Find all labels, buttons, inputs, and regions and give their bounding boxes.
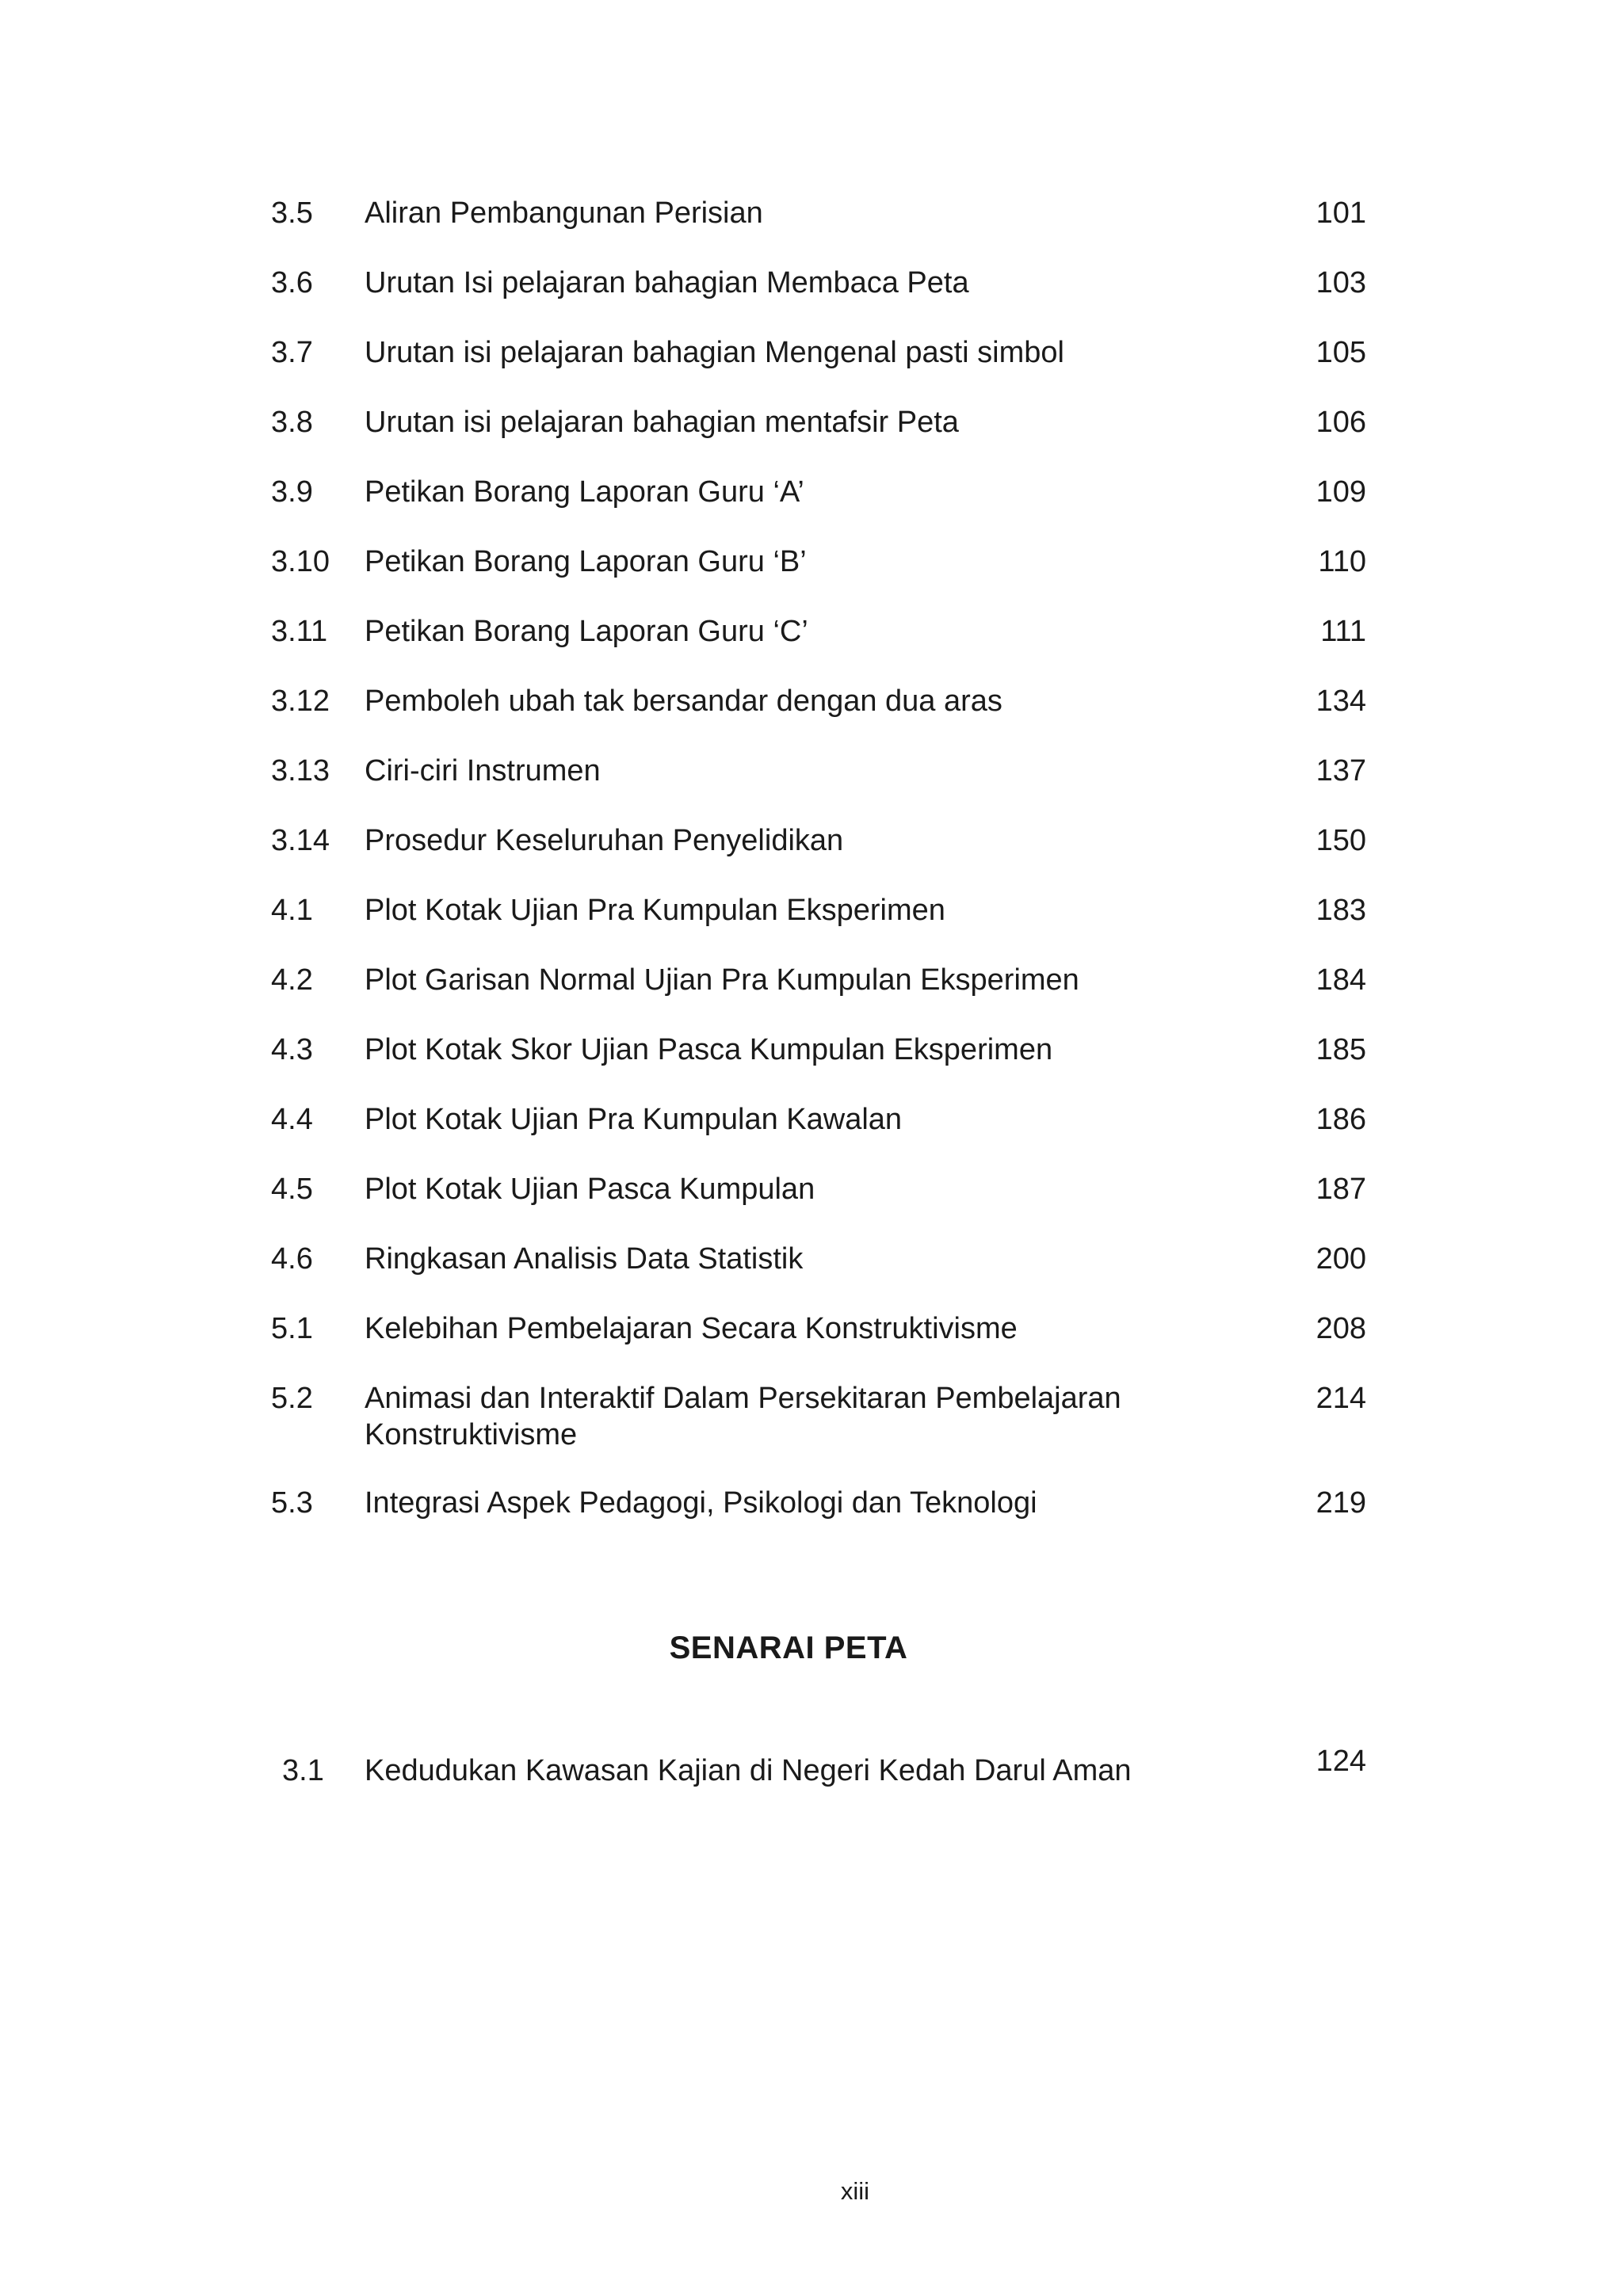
figure-number: 5.2 xyxy=(271,1382,313,1415)
figure-page-number: 186 xyxy=(1316,1103,1366,1136)
figure-title: Kelebihan Pembelajaran Secara Konstruktivisme xyxy=(365,1312,1018,1345)
figure-page-number: 103 xyxy=(1316,266,1366,299)
map-list-heading: SENARAI PETA xyxy=(669,1630,908,1665)
figure-page-number: 187 xyxy=(1316,1173,1366,1206)
figure-number: 3.6 xyxy=(271,266,313,299)
figure-title: Urutan Isi pelajaran bahagian Membaca Peta xyxy=(365,266,969,299)
figure-page-number: 109 xyxy=(1316,475,1366,509)
figure-number: 4.2 xyxy=(271,963,313,997)
figure-page-number: 101 xyxy=(1316,196,1366,230)
figure-page-number: 150 xyxy=(1316,824,1366,857)
figure-number: 4.3 xyxy=(271,1033,313,1066)
figure-title: Petikan Borang Laporan Guru ‘C’ xyxy=(365,615,808,648)
figure-page-number: 219 xyxy=(1316,1486,1366,1520)
figure-number: 3.9 xyxy=(271,475,313,509)
figure-number: 5.1 xyxy=(271,1312,313,1345)
figure-number: 3.13 xyxy=(271,754,330,788)
figure-title: Plot Garisan Normal Ujian Pra Kumpulan Eksperimen xyxy=(365,963,1079,997)
figure-title: Ciri-ciri Instrumen xyxy=(365,754,601,788)
figure-number: 3.7 xyxy=(271,336,313,369)
figure-number: 4.1 xyxy=(271,894,313,927)
figure-number: 3.10 xyxy=(271,545,330,578)
figure-title: Ringkasan Analisis Data Statistik xyxy=(365,1242,804,1276)
figure-title: Urutan isi pelajaran bahagian Mengenal pasti simbol xyxy=(365,336,1064,369)
figure-title: Animasi dan Interaktif Dalam Persekitaran Pembelajaran Konstruktivisme xyxy=(365,1382,1121,1451)
figure-page-number: 200 xyxy=(1316,1242,1366,1276)
figure-page-number: 111 xyxy=(1320,615,1366,648)
figure-number: 5.3 xyxy=(271,1486,313,1520)
figure-number: 4.6 xyxy=(271,1242,313,1276)
map-page-number: 124 xyxy=(1316,1745,1366,1778)
figure-title: Petikan Borang Laporan Guru ‘B’ xyxy=(365,545,807,578)
figure-title: Plot Kotak Skor Ujian Pasca Kumpulan Eksperimen xyxy=(365,1033,1053,1066)
figure-page-number: 185 xyxy=(1316,1033,1366,1066)
figure-title: Plot Kotak Ujian Pra Kumpulan Kawalan xyxy=(365,1103,903,1136)
figure-number: 4.5 xyxy=(271,1173,313,1206)
figure-title: Prosedur Keseluruhan Penyelidikan xyxy=(365,824,844,857)
figure-title: Plot Kotak Ujian Pasca Kumpulan xyxy=(365,1173,815,1206)
figure-page-number: 183 xyxy=(1316,894,1366,927)
figure-title: Pemboleh ubah tak bersandar dengan dua aras xyxy=(365,685,1002,718)
map-title: Kedudukan Kawasan Kajian di Negeri Kedah Darul Aman xyxy=(365,1754,1132,1787)
figure-page-number: 105 xyxy=(1316,336,1366,369)
figure-page-number: 214 xyxy=(1316,1382,1366,1415)
figure-number: 3.12 xyxy=(271,685,330,718)
figure-number: 3.5 xyxy=(271,196,313,230)
figure-page-number: 137 xyxy=(1316,754,1366,788)
figure-page-number: 110 xyxy=(1318,545,1366,578)
figure-page-number: 208 xyxy=(1316,1312,1366,1345)
figure-title: Plot Kotak Ujian Pra Kumpulan Eksperimen xyxy=(365,894,945,927)
figure-number: 3.11 xyxy=(271,615,328,648)
figure-number: 4.4 xyxy=(271,1103,313,1136)
figure-page-number: 134 xyxy=(1316,685,1366,718)
figure-title: Integrasi Aspek Pedagogi, Psikologi dan Teknologi xyxy=(365,1486,1037,1520)
figure-number: 3.14 xyxy=(271,824,330,857)
figure-number: 3.8 xyxy=(271,406,313,439)
figure-title: Petikan Borang Laporan Guru ‘A’ xyxy=(365,475,804,509)
figure-title: Urutan isi pelajaran bahagian mentafsir Peta xyxy=(365,406,959,439)
figure-page-number: 106 xyxy=(1316,406,1366,439)
figure-title: Aliran Pembangunan Perisian xyxy=(365,196,763,230)
page-number-footer: xiii xyxy=(840,2177,870,2205)
map-number: 3.1 xyxy=(282,1754,324,1787)
figure-page-number: 184 xyxy=(1316,963,1366,997)
